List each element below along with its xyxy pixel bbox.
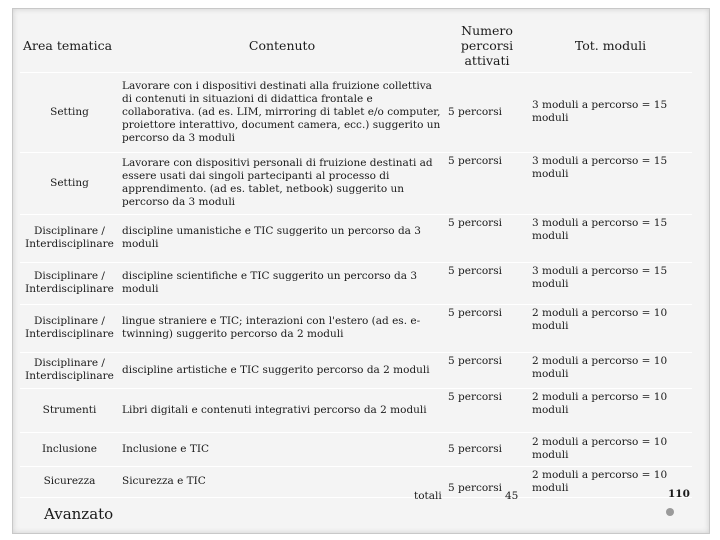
table-row: [20, 304, 692, 352]
table-row: [20, 388, 692, 432]
row-content: discipline artistiche e TIC suggerito percorso da 2 moduli: [119, 352, 445, 388]
row-area: Sicurezza: [20, 466, 119, 497]
row-content: discipline umanistiche e TIC suggerito un percorso da 3 moduli: [119, 214, 445, 262]
row-content: Libri digitali e contenuti integrativi percorso da 2 moduli: [119, 388, 445, 432]
totals-percorsi: 45: [505, 490, 519, 502]
row-content: Sicurezza e TIC: [119, 466, 445, 497]
row-content: lingue straniere e TIC; interazioni con l'estero (ad es. e-twinning) suggerito percorso da 2 moduli: [119, 304, 445, 352]
table-row: [20, 72, 692, 152]
row-total: 2 moduli a percorso = 10 moduli: [529, 352, 692, 388]
table-row: [20, 432, 692, 466]
totals-label: totali: [414, 490, 442, 502]
header-count: Numero percorsi attivati: [445, 20, 529, 72]
row-total: 2 moduli a percorso = 10 moduli: [529, 388, 692, 432]
table-row: [20, 262, 692, 304]
row-content: Lavorare con i dispositivi destinati alla fruizione collettiva di contenuti in situazioni di didattica frontale e collaborativa. (ad es. LIM, mirroring di tablet e/o computer, proiettore interattivo, document camera, ecc.) suggerito un percorso da 3 moduli: [119, 72, 445, 152]
row-count: 5 percorsi: [445, 304, 529, 352]
row-count: 5 percorsi: [445, 152, 529, 214]
row-count: 5 percorsi: [445, 262, 529, 304]
row-content: discipline scientifiche e TIC suggerito un percorso da 3 moduli: [119, 262, 445, 304]
row-count: 5 percorsi: [445, 388, 529, 432]
row-area: Disciplinare / Interdisciplinare: [20, 304, 119, 352]
table-row: [20, 352, 692, 388]
slide-dot-icon: [666, 508, 674, 516]
row-area: Setting: [20, 72, 119, 152]
row-count: 5 percorsi: [445, 466, 529, 497]
row-total: 2 moduli a percorso = 10 moduli: [529, 432, 692, 466]
row-count: 5 percorsi: [445, 72, 529, 152]
header-area: Area tematica: [20, 20, 119, 72]
row-area: Disciplinare / Interdisciplinare: [20, 262, 119, 304]
row-count: 5 percorsi: [445, 214, 529, 262]
table-row: [20, 152, 692, 214]
row-content: Inclusione e TIC: [119, 432, 445, 466]
header-total: Tot. moduli: [529, 20, 692, 72]
row-area: Disciplinare / Interdisciplinare: [20, 352, 119, 388]
row-total: 2 moduli a percorso = 10 moduli: [529, 466, 692, 497]
row-total: 3 moduli a percorso = 15 moduli: [529, 214, 692, 262]
row-total: 2 moduli a percorso = 10 moduli: [529, 304, 692, 352]
row-total: 3 moduli a percorso = 15 moduli: [529, 152, 692, 214]
row-area: Setting: [20, 152, 119, 214]
row-area: Inclusione: [20, 432, 119, 466]
table-header-row: [20, 20, 692, 72]
row-count: 5 percorsi: [445, 352, 529, 388]
row-area: Strumenti: [20, 388, 119, 432]
row-total: 3 moduli a percorso = 15 moduli: [529, 262, 692, 304]
header-content: Contenuto: [119, 20, 445, 72]
row-total: 3 moduli a percorso = 15 moduli: [529, 72, 692, 152]
totals-moduli: 110: [668, 488, 690, 500]
table-row: [20, 466, 692, 497]
footer-brand: Avanzato: [44, 505, 114, 523]
table-row: [20, 214, 692, 262]
row-area: Disciplinare / Interdisciplinare: [20, 214, 119, 262]
row-content: Lavorare con dispositivi personali di fruizione destinati ad essere usati dai singoli partecipanti al processo di apprendimento. (ad es. tablet, netbook) suggerito un percorso da 3 moduli: [119, 152, 445, 214]
modules-table: [20, 20, 692, 498]
row-count: 5 percorsi: [445, 432, 529, 466]
